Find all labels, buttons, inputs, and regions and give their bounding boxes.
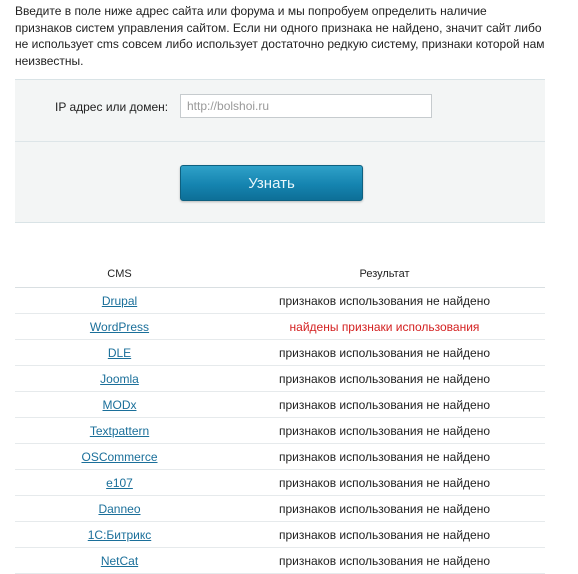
cms-link[interactable]: 1С:Битрикс xyxy=(87,527,152,542)
lookup-form xyxy=(15,79,545,223)
cms-link[interactable]: Drupal xyxy=(101,293,138,308)
header-result: Результат xyxy=(224,261,545,288)
cms-cell xyxy=(15,366,224,392)
table-row xyxy=(15,548,545,574)
cms-cell xyxy=(15,340,224,366)
form-divider xyxy=(15,141,545,142)
results-table xyxy=(15,261,545,574)
result-cell xyxy=(224,314,545,340)
table-row xyxy=(15,444,545,470)
table-row xyxy=(15,366,545,392)
submit-button[interactable]: Узнать xyxy=(180,165,363,201)
cms-link[interactable]: DLE xyxy=(107,345,132,360)
result-text: признаков использования не найдено xyxy=(278,345,491,360)
table-row xyxy=(15,496,545,522)
result-cell xyxy=(224,444,545,470)
result-cell xyxy=(224,496,545,522)
ip-input[interactable] xyxy=(180,94,432,118)
result-cell xyxy=(224,366,545,392)
result-text: признаков использования не найдено xyxy=(278,449,491,464)
result-cell xyxy=(224,418,545,444)
results-body xyxy=(15,288,545,574)
cms-link[interactable]: OSCommerce xyxy=(81,449,158,464)
result-cell xyxy=(224,392,545,418)
cms-cell xyxy=(15,548,224,574)
cms-link[interactable]: NetCat xyxy=(100,553,139,568)
cms-link[interactable]: Textpattern xyxy=(89,423,150,438)
result-text: признаков использования не найдено xyxy=(278,475,491,490)
table-row xyxy=(15,340,545,366)
result-text: признаков использования не найдено xyxy=(278,501,491,516)
cms-link[interactable]: Joomla xyxy=(100,371,139,386)
cms-link[interactable]: WordPress xyxy=(89,319,150,334)
result-cell xyxy=(224,470,545,496)
cms-link[interactable]: MODx xyxy=(102,397,137,412)
result-text: признаков использования не найдено xyxy=(278,527,491,542)
ip-label: IP адрес или домен: xyxy=(55,100,169,114)
table-row xyxy=(15,288,545,314)
result-cell xyxy=(224,340,545,366)
table-row xyxy=(15,392,545,418)
table-row xyxy=(15,522,545,548)
cms-cell xyxy=(15,314,224,340)
result-text: признаков использования не найдено xyxy=(278,397,491,412)
result-text: признаков использования не найдено xyxy=(278,423,491,438)
result-text: признаков использования не найдено xyxy=(278,553,491,568)
header-cms: CMS xyxy=(15,261,224,288)
result-cell xyxy=(224,288,545,314)
result-cell xyxy=(224,548,545,574)
table-row xyxy=(15,470,545,496)
cms-cell xyxy=(15,288,224,314)
cms-link[interactable]: e107 xyxy=(106,475,133,490)
intro-text: Введите в поле ниже адрес сайта или форума и мы попробуем определить наличие признаков систем управления сайтом. Если ни одного признака не найдено, значит сайт либо не использует cms совсем либо использует достаточно редкую систему, признаки которой нам неизвестны. xyxy=(15,4,545,68)
result-found-text: найдены признаки использования xyxy=(289,319,480,334)
cms-cell xyxy=(15,496,224,522)
cms-cell xyxy=(15,418,224,444)
result-text: признаков использования не найдено xyxy=(278,293,491,308)
table-row xyxy=(15,418,545,444)
cms-cell xyxy=(15,392,224,418)
table-header-row xyxy=(15,261,545,288)
cms-cell xyxy=(15,444,224,470)
cms-cell xyxy=(15,522,224,548)
cms-cell xyxy=(15,470,224,496)
result-cell xyxy=(224,522,545,548)
table-row xyxy=(15,314,545,340)
result-text: признаков использования не найдено xyxy=(278,371,491,386)
cms-link[interactable]: Danneo xyxy=(98,501,141,516)
